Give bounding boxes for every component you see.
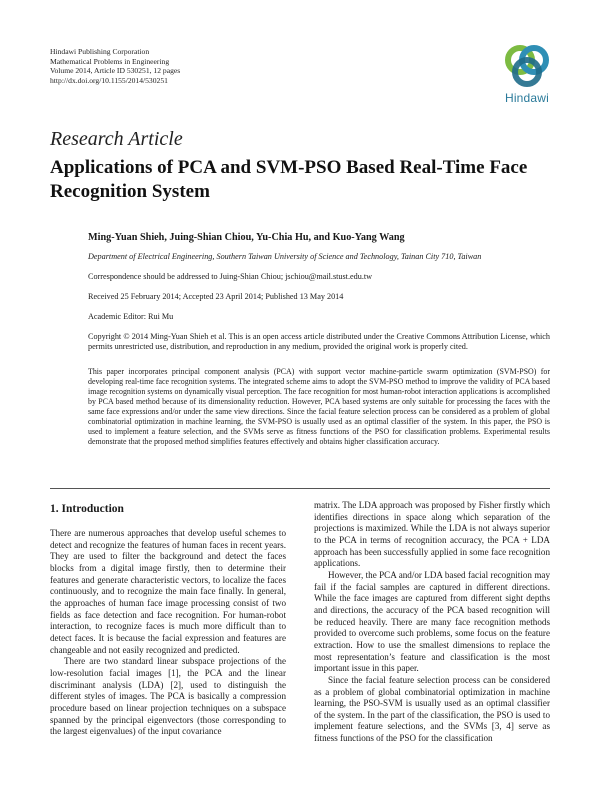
hindawi-logo-icon: [494, 36, 560, 92]
journal-name: Mathematical Problems in Engineering: [50, 56, 170, 66]
academic-editor: Academic Editor: Rui Mu: [88, 312, 174, 321]
section-divider: [50, 488, 550, 489]
paragraph: Since the facial feature selection process can be considered as a problem of global combinatorial optimization in machine learning, the PSO-SVM is usually used as an optimal classifier of the system. In the part of the classification, the PSO is used to implement feature selections, and the SVMs [3, 4] serve as fitness functions of the PSO for the classification: [314, 674, 550, 744]
paragraph: matrix. The LDA approach was proposed by Fisher firstly which identifies directions in space along which separation of the projections is maximized. While the LDA is not always superior to the PCA in terms of recognition accuracy, the PCA + LDA approach has been successfully applied in some face recognition applications.: [314, 500, 550, 569]
article-type: Research Article: [50, 128, 183, 150]
logo-wordmark: Hindawi: [504, 91, 550, 105]
volume-info: Volume 2014, Article ID 530251, 12 pages: [50, 66, 181, 76]
correspondence: Correspondence should be addressed to Juing-Shian Chiou; jschiou@mail.stust.edu.tw: [88, 272, 373, 281]
doi-link[interactable]: http://dx.doi.org/10.1155/2014/530251: [50, 75, 168, 85]
abstract: This paper incorporates principal component analysis (PCA) with support vector machine-particle swarm optimization (SVM-PSO) for developing real-time face recognition systems. The integrated scheme aims to adopt the SVM-PSO method to improve the validity of PCA based image recognition systems on dynamically visual perception. The face recognition for most human-robot interaction applications is accomplished by PCA based method because of its dimensionality reduction. However, PCA based systems are only suitable for processing the faces with the same face expressions and/or under the same view directions. Since the facial feature selection process can be considered as a problem of global combinatorial optimization in machine learning, the SVM-PSO is usually used as an optimal classifier of the system. In this paper, the PSO is used to implement a feature selection, and the SVMs serve as fitness functions of the PSO for classification problems. Experimental results demonstrate that the proposed method simplifies features effectively and obtains higher classification accuracy.: [88, 367, 550, 446]
right-column: [314, 500, 550, 745]
paper-title: Applications of PCA and SVM-PSO Based Real-Time Face Recognition System: [50, 157, 528, 202]
paragraph: There are two standard linear subspace projections of the low-resolution facial images [1], the PCA and the linear discriminant analysis (LDA) [2], used to distinguish the different styles of images. The PCA is basically a compression procedure based on linear projection techniques on a subspace spanned by the principal eigenvectors (those corresponding to the largest eigenvalues) of the input covariance: [50, 656, 286, 737]
paragraph: There are numerous approaches that develop useful schemes to detect and recognize the features of human faces in recent years. They are used to filter the background and detect the faces blocks from a digital image firstly, then to determine their features and generate characteristic vectors, to localize the faces continuously, and to recognize the main face finally. In general, the approaches of human face image processing consist of two fields as face detection and face recognition. For human-robot interaction, to recognize faces is much more difficult than to detect faces. It is because the facial expression and features are changeable and not easily recognized and predicted.: [50, 528, 286, 655]
author-list: Ming-Yuan Shieh, Juing-Shian Chiou, Yu-Chia Hu, and Kuo-Yang Wang: [88, 232, 405, 243]
section-heading: 1. Introduction: [50, 503, 124, 515]
left-column: [50, 500, 286, 738]
paragraph: However, the PCA and/or LDA based facial recognition may fail if the facial samples are captured in different directions. While the face images are captured from different sight depths and directions, the accuracy of the PCA based recognition will be reduced heavily. There are many face recognition methods provided to overcome such problems, some focus on the feature extraction. How to use the smallest dimensions to replace the most representation’s feature and classification is the most important issue in this paper.: [314, 569, 550, 674]
hindawi-logo: [494, 36, 560, 106]
journal-header: [50, 47, 180, 85]
copyright-notice: Copyright © 2014 Ming-Yuan Shieh et al. This is an open access article distributed under the Creative Commons Attribution License, which permits unrestricted use, distribution, and reproduction in any medium, provided the original work is properly cited.: [88, 332, 550, 352]
publisher-name: Hindawi Publishing Corporation: [50, 47, 150, 56]
affiliation: Department of Electrical Engineering, Southern Taiwan University of Science and Technology, Tainan City 710, Taiwan: [88, 252, 482, 261]
publication-dates: Received 25 February 2014; Accepted 23 April 2014; Published 13 May 2014: [88, 292, 344, 301]
